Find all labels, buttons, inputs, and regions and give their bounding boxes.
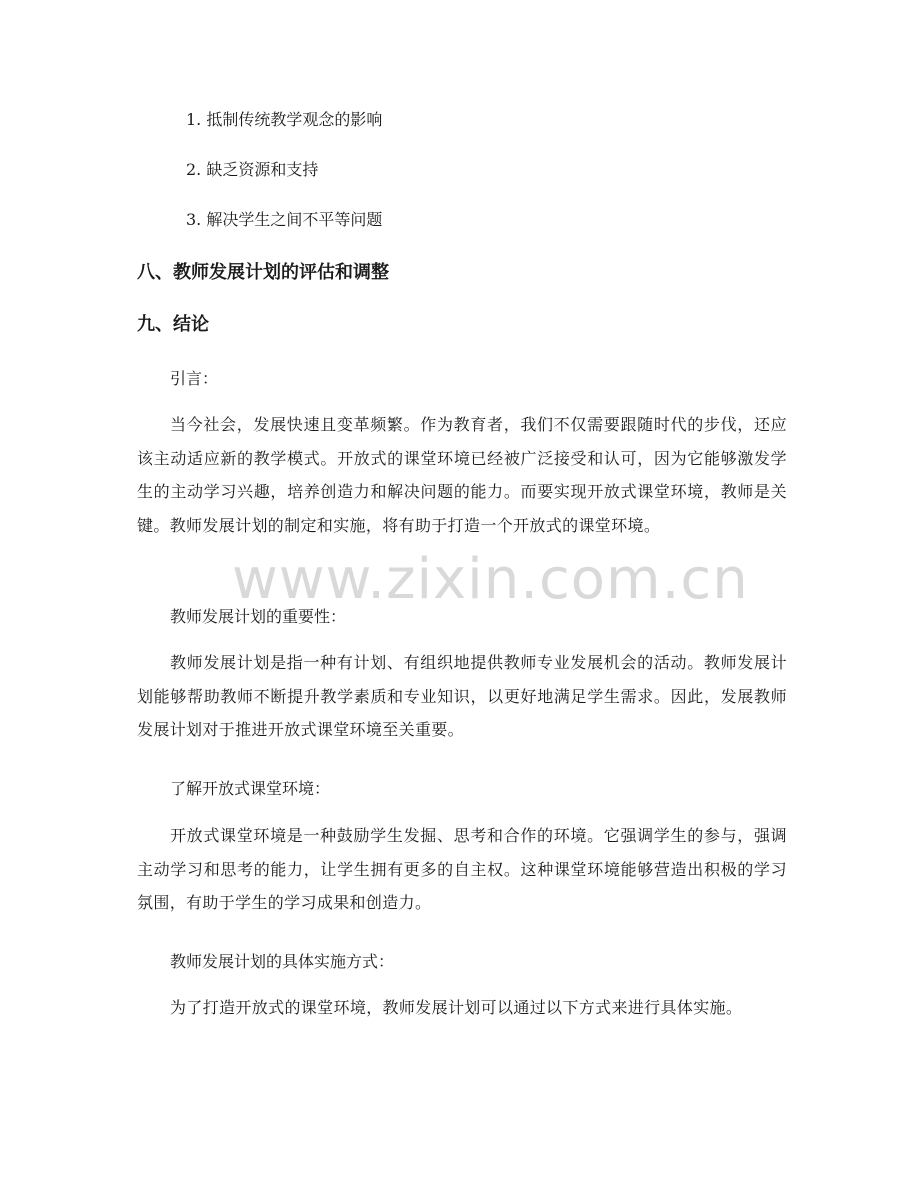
implementation-paragraph: 为了打造开放式的课堂环境，教师发展计划可以通过以下方式来进行具体实施。 [170, 998, 743, 1017]
intro-paragraph: 当今社会，发展快速且变革频繁。作为教育者，我们不仅需要跟随时代的步伐，还应该主动适应新的教学模式。开放式的课堂环境已经被广泛接受和认可，因为它能够激发学生的主动学习兴趣，培养创造力和解决问题的能力。而要实现开放式课堂环境，教师是关键。教师发展计划的制定和实施，将有助于打造一个开放式的课堂环境。 [137, 415, 787, 535]
open-classroom-paragraph: 开放式课堂环境是一种鼓励学生发掘、思考和合作的环境。它强调学生的参与，强调主动学习和思考的能力，让学生拥有更多的自主权。这种课堂环境能够营造出积极的学习氛围，有助于学生的学习成果和创造力。 [137, 826, 787, 912]
importance-paragraph: 教师发展计划是指一种有计划、有组织地提供教师专业发展机会的活动。教师发展计划能够帮助教师不断提升教学素质和专业知识，以更好地满足学生需求。因此，发展教师发展计划对于推进开放式课堂环境至关重要。 [137, 653, 787, 739]
watermark: www.zixin.com.cn [232, 547, 749, 612]
implementation-label: 教师发展计划的具体实施方式： [170, 952, 395, 971]
section-heading-9: 九、结论 [137, 314, 209, 335]
open-classroom-label: 了解开放式课堂环境： [170, 779, 331, 798]
section-heading-8: 八、教师发展计划的评估和调整 [137, 262, 389, 283]
intro-label: 引言： [170, 369, 219, 388]
importance-label: 教师发展计划的重要性： [170, 607, 347, 626]
list-item: 2. 缺乏资源和支持 [186, 160, 319, 179]
list-item: 3. 解决学生之间不平等问题 [186, 210, 383, 229]
list-item: 1. 抵制传统教学观念的影响 [186, 110, 383, 129]
